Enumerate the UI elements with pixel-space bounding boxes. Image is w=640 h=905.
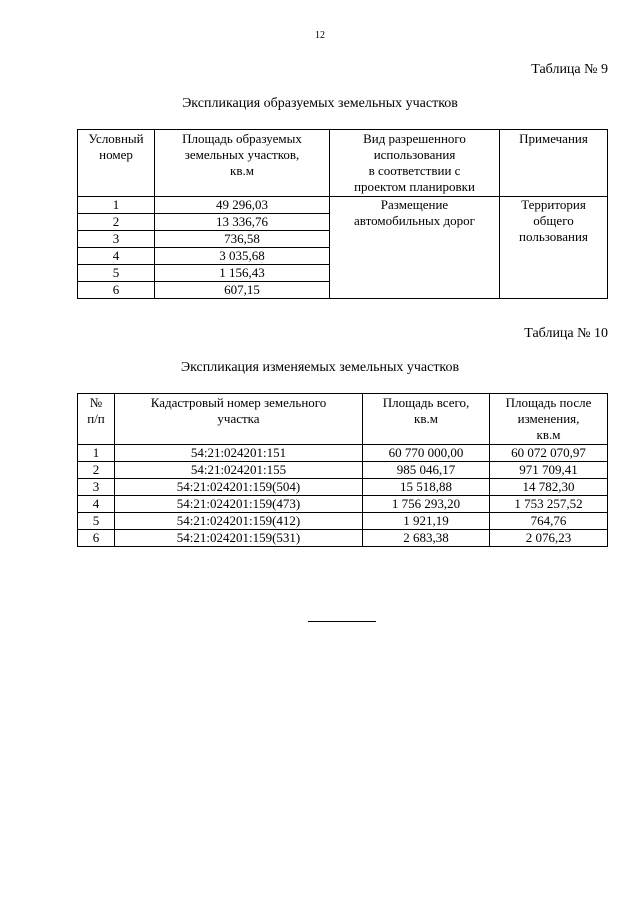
table10-header-area-after-line: Площадь после (505, 395, 592, 410)
table10-cell-area-after: 971 709,41 (490, 462, 608, 479)
table9-cell-area: 607,15 (155, 282, 330, 299)
table10-header-area-total (363, 394, 490, 445)
table10-cell-area-total: 1 921,19 (363, 513, 490, 530)
table9-cell-use (330, 197, 500, 299)
table-row (78, 445, 608, 462)
table-row (78, 462, 608, 479)
table9-cell-number: 5 (78, 265, 155, 282)
table9 (77, 129, 608, 299)
table10-cell-area-total: 60 770 000,00 (363, 445, 490, 462)
table9-cell-note (500, 197, 608, 299)
table-row (78, 530, 608, 547)
table-row (78, 479, 608, 496)
table9-cell-number: 6 (78, 282, 155, 299)
table9-caption: Таблица № 9 (531, 62, 608, 77)
table10-header-area-after-line: кв.м (536, 427, 561, 442)
table10-cell-area-after: 60 072 070,97 (490, 445, 608, 462)
table10-cell-index: 1 (78, 445, 115, 462)
table10-cell-cadastral: 54:21:024201:155 (115, 462, 363, 479)
table10-cell-area-total: 985 046,17 (363, 462, 490, 479)
table10-title: Экспликация изменяемых земельных участков (180, 360, 460, 375)
closing-separator-line (308, 621, 376, 622)
table10-cell-cadastral: 54:21:024201:159(531) (115, 530, 363, 547)
table9-header-number-line: номер (99, 147, 133, 162)
table10-cell-cadastral: 54:21:024201:151 (115, 445, 363, 462)
table10-header-index (78, 394, 115, 445)
table10-cell-cadastral: 54:21:024201:159(473) (115, 496, 363, 513)
table10-header-index-line: № (89, 395, 103, 410)
table10-cell-index: 2 (78, 462, 115, 479)
table10-cell-cadastral: 54:21:024201:159(412) (115, 513, 363, 530)
table9-header-area (155, 130, 330, 197)
table10-cell-index: 6 (78, 530, 115, 547)
table9-header-area-line: кв.м (230, 163, 254, 178)
table10-cell-index: 3 (78, 479, 115, 496)
table9-header-notes (500, 130, 608, 197)
table10-header-row (78, 394, 608, 445)
table10-cell-cadastral: 54:21:024201:159(504) (115, 479, 363, 496)
table9-header-use-line: Вид разрешенного (363, 131, 466, 146)
table9-cell-use-line: автомобильных дорог (354, 213, 475, 228)
table10-cell-area-total: 15 518,88 (363, 479, 490, 496)
table9-header-number-line: Условный (88, 131, 144, 146)
table10-header-index-line: п/п (87, 411, 105, 426)
table10-cell-area-after: 14 782,30 (490, 479, 608, 496)
table9-title: Экспликация образуемых земельных участков (182, 96, 458, 111)
table9-cell-note-line: пользования (519, 229, 588, 244)
page-number: 12 (315, 30, 325, 41)
table10 (77, 393, 608, 547)
table9-header-notes-line: Примечания (519, 131, 588, 146)
table-row (78, 197, 608, 214)
table10-cell-area-after: 764,76 (490, 513, 608, 530)
table9-cell-note-line: общего (533, 213, 574, 228)
table9-header-area-line: Площадь образуемых (182, 131, 302, 146)
table9-header-use (330, 130, 500, 197)
table10-header-area-after-line: изменения, (517, 411, 580, 426)
table9-cell-number: 4 (78, 248, 155, 265)
table9-header-use-line: проектом планировки (354, 179, 475, 194)
table9-header-use-line: в соответствии с (368, 163, 461, 178)
table-row (78, 513, 608, 530)
table10-caption: Таблица № 10 (524, 326, 608, 341)
table9-cell-note-line: Территория (521, 197, 586, 212)
table9-header-use-line: использования (373, 147, 456, 162)
table10-cell-area-total: 2 683,38 (363, 530, 490, 547)
table9-cell-number: 1 (78, 197, 155, 214)
table10-cell-area-total: 1 756 293,20 (363, 496, 490, 513)
table9-cell-area: 736,58 (155, 231, 330, 248)
table9-cell-area: 3 035,68 (155, 248, 330, 265)
table9-cell-area: 13 336,76 (155, 214, 330, 231)
table10-cell-area-after: 1 753 257,52 (490, 496, 608, 513)
table9-cell-number: 3 (78, 231, 155, 248)
table9-cell-area: 49 296,03 (155, 197, 330, 214)
table-row (78, 496, 608, 513)
table10-header-area-after (490, 394, 608, 445)
table9-cell-area: 1 156,43 (155, 265, 330, 282)
table9-cell-use-line: Размещение (380, 197, 449, 212)
table9-header-area-line: земельных участков, (184, 147, 300, 162)
table10-cell-index: 4 (78, 496, 115, 513)
table10-header-area-total-line: Площадь всего, (382, 395, 470, 410)
table10-cell-index: 5 (78, 513, 115, 530)
table9-cell-number: 2 (78, 214, 155, 231)
table9-header-row (78, 130, 608, 197)
table9-header-number (78, 130, 155, 197)
table10-header-cadastral (115, 394, 363, 445)
table10-header-cadastral-line: Кадастровый номер земельного (150, 395, 327, 410)
table10-cell-area-after: 2 076,23 (490, 530, 608, 547)
table10-header-area-total-line: кв.м (414, 411, 438, 426)
table10-header-cadastral-line: участка (217, 411, 260, 426)
